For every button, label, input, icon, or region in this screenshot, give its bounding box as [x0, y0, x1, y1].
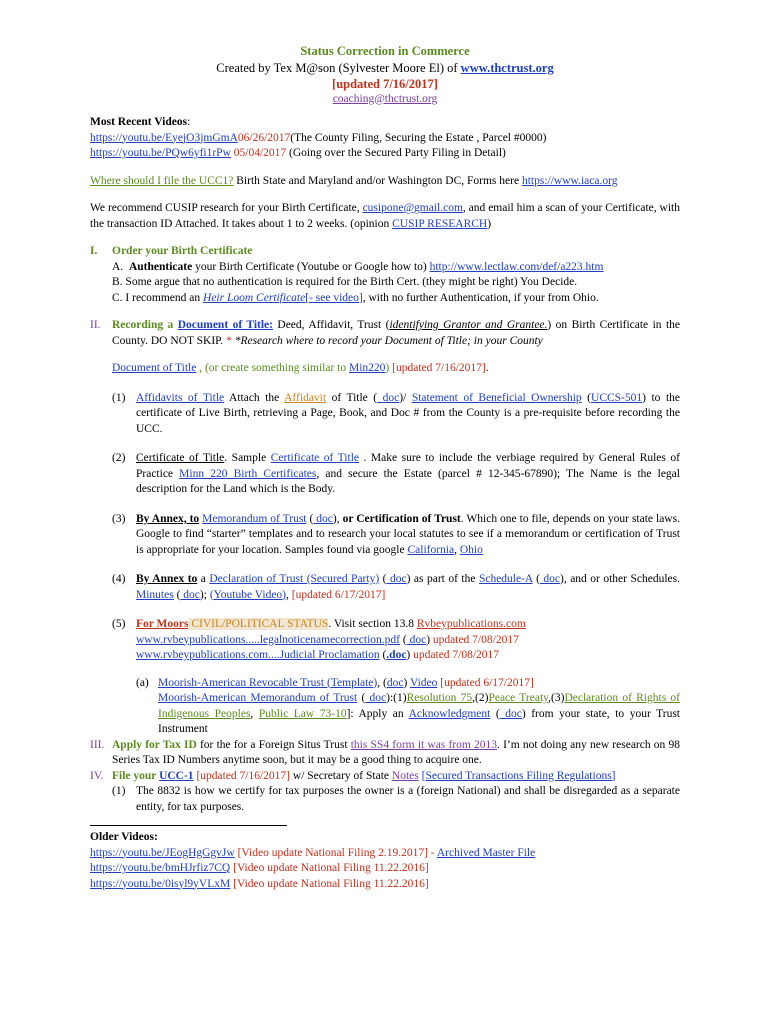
certificate-of-title-link[interactable]: Certificate of Title	[270, 452, 359, 464]
minutes-link[interactable]: Minutes	[136, 588, 174, 601]
section-1-b: B. Some argue that no authentication is required for the Birth Cert. (they might be right) You Decide.	[112, 276, 578, 288]
section-2-item-5: (5) For Moors CIVIL/POLITICAL STATUS. Visit section 13.8 Rvbeypublications.com www.rvbeypublications.....legalnoticenamecorrection.pdf ( doc) updated 7/08/2017 www.rvbeypublications.com....Judicial Proclamation (.doc) updated 7/08/2017	[112, 618, 526, 661]
resolution-75-link[interactable]: Resolution 75	[406, 692, 473, 704]
revocable-doc-link[interactable]: doc	[386, 676, 404, 689]
cusip-paragraph: We recommend CUSIP research for your Birth Certificate, cusipone@gmail.com, and email him a scan of your Certificate, with the transaction ID Attached. It takes about 1 to 2 weeks. (opinion CUSIP RESEARCH)	[90, 202, 680, 230]
section-1-a: A. Authenticate your Birth Certificate (Youtube or Google how to) http://www.lectlaw.com/def/a223.htm	[112, 260, 604, 273]
recent-video-2-date: 05/04/2017	[233, 147, 287, 159]
ohio-link[interactable]: Ohio	[459, 543, 483, 556]
created-by-text: Created by Tex M@son (Sylvester Moore El) of	[216, 60, 461, 75]
section-2-item-1: (1) Affidavits of Title Attach the Affidavit of Title ( doc)/ Statement of Beneficial Ownership (UCCS-501) to the certificate of Live Birth, retrieving a Page, Book, and Doc # from the County is a pre-requisite before recording the UCC.	[112, 391, 680, 435]
section-2-item-2: (2) Certificate of Title. Sample Certificate of Title . Make sure to include the verbiage required by General Rules of Practice Minn 220 Birth Certificates, and secure the Estate (parcel # 12-345-67890); The Name is the legal description for the Land which is the Body.	[112, 452, 680, 495]
document-of-title-link[interactable]: Document of Title:	[177, 319, 273, 331]
moorish-memorandum-doc-link[interactable]: doc	[365, 692, 387, 704]
peace-treaty-link[interactable]: Peace Treaty	[488, 692, 549, 704]
affidavit-doc-link[interactable]: doc	[377, 391, 400, 404]
older-videos-heading: Older Videos:	[90, 831, 158, 843]
secured-transactions-link[interactable]: [Secured Transactions Filing Regulations]	[421, 769, 616, 782]
older-video-3-link[interactable]: https://youtu.be/0isyl9yVLxM	[90, 877, 231, 890]
proclamation-doc-link[interactable]: .doc	[386, 649, 407, 661]
memorandum-doc-link[interactable]: doc	[313, 512, 333, 525]
older-video-3: https://youtu.be/0isyl9yVLxM [Video update National Filing 11.22.2016]	[90, 877, 429, 890]
ucc-1-link[interactable]: UCC-1	[159, 769, 194, 782]
uccs-501-link[interactable]: UCCS-501	[591, 391, 643, 404]
lectlaw-link[interactable]: http://www.lectlaw.com/def/a223.htm	[429, 260, 604, 273]
older-video-2-link[interactable]: https://youtu.be/bmHJrfiz7CQ	[90, 862, 231, 874]
see-video-link[interactable]: [- see video]	[305, 291, 363, 304]
name-correction-doc-link[interactable]: doc	[406, 633, 427, 646]
heirloom-link[interactable]: Heir Loom Certificate	[203, 291, 306, 304]
document-of-title-line: Document of Title , (or create something similar to Min220) [updated 7/16/2017].	[112, 362, 489, 374]
revocable-video-link[interactable]: Video	[409, 676, 438, 689]
minn-220-link[interactable]: Minn 220 Birth Certificates	[179, 467, 317, 480]
section-3: III. Apply for Tax ID for the for a Foreign Situs Trust this SS4 form it was from 2013. I’m not doing any new research on 98 Series Tax ID Numbers anytime soon, but it may be a good thing to acquire one.	[90, 738, 680, 766]
youtube-video-link[interactable]: (Youtube Video)	[209, 588, 287, 601]
updated-label: [updated 7/16/2017]	[332, 76, 438, 91]
affidavits-of-title-link[interactable]: Affidavits of Title	[136, 391, 225, 404]
acknowledgment-link[interactable]: Acknowledgment	[408, 707, 491, 720]
california-link[interactable]: California	[407, 543, 455, 556]
iaca-link[interactable]: https://www.iaca.org	[521, 174, 618, 187]
declaration-doc-link[interactable]: doc	[386, 573, 407, 585]
document-of-title-link-2[interactable]: Document of Title	[112, 362, 197, 374]
recent-video-2: https://youtu.be/PQw6yfi1rPw 05/04/2017 (Going over the Secured Party Filing in Detail)	[90, 147, 506, 159]
section-4: IV. File your UCC-1 [updated 7/16/2017] w/ Secretary of State Notes [Secured Transactions Filing Regulations]	[90, 769, 616, 782]
indigenous-rights-link[interactable]: Declaration of Rights of Indigenous Peoples	[158, 692, 680, 720]
schedule-doc-link[interactable]: doc	[539, 573, 561, 585]
recent-video-2-link[interactable]: https://youtu.be/PQw6yfi1rPw	[90, 147, 231, 159]
ucc-question-line: Where should I file the UCC1? Birth State and Maryland and/or Washington DC, Forms here https://www.iaca.org	[90, 174, 618, 187]
name-correction-pdf-link[interactable]: www.rvbeypublications.....legalnoticenamecorrection.pdf	[136, 633, 400, 646]
public-law-link[interactable]: Public Law 73-10	[258, 707, 347, 720]
section-2-heading: II. Recording a Document of Title: Deed, Affidavit, Trust (identifying Grantor and Grantee.) on Birth Certificate in the County. DO NOT SKIP. * *Research where to record your Document of Title; in your County	[90, 319, 680, 347]
email-link[interactable]: coaching@thctrust.org	[332, 92, 438, 105]
cusip-research-link[interactable]: CUSIP RESEARCH	[392, 217, 488, 230]
recent-video-1-link[interactable]: https://youtu.be/EyejO3jmGmA	[90, 131, 238, 144]
revocable-trust-link[interactable]: Moorish-American Revocable Trust (Template)	[158, 676, 378, 689]
section-2-item-5a: (a) Moorish-American Revocable Trust (Template), (doc) Video [updated 6/17/2017] Moorish-American Memorandum of Trust ( doc):(1)Resolution 75,(2)Peace Treaty,(3)Declaration of Rights of Indigenous Peoples, Public Law 73-10]: Apply an Acknowledgment ( doc) from your state, to your Trust Instrument	[136, 676, 680, 735]
older-video-2: https://youtu.be/bmHJrfiz7CQ [Video update National Filing 11.22.2016]	[90, 862, 429, 874]
beneficial-ownership-link[interactable]: Statement of Beneficial Ownership	[411, 391, 582, 404]
recent-video-1: https://youtu.be/EyejO3jmGmA06/26/2017(The County Filing, Securing the Estate , Parcel #0000)	[90, 131, 547, 144]
min220-link[interactable]: Min220	[349, 362, 386, 374]
created-by-line	[90, 60, 680, 76]
document-title: Status Correction in Commerce	[300, 44, 470, 58]
site-link[interactable]: www.thctrust.org	[460, 60, 554, 75]
ucc-question-link[interactable]: Where should I file the UCC1?	[90, 174, 234, 187]
declaration-of-trust-link[interactable]: Declaration of Trust (Secured Party)	[209, 573, 380, 585]
archived-master-file-link[interactable]: Archived Master File	[436, 846, 536, 859]
older-video-1: https://youtu.be/JEogHgGgvJw [Video update National Filing 2.19.2017] - Archived Master File	[90, 846, 536, 859]
judicial-proclamation-link[interactable]: www.rvbeypublications.com....Judicial Proclamation	[136, 649, 380, 661]
older-video-1-link[interactable]: https://youtu.be/JEogHgGgvJw	[90, 846, 235, 859]
section-2-item-4: (4) By Annex to a Declaration of Trust (Secured Party) ( doc) as part of the Schedule-A ( doc), and or other Schedules. Minutes ( doc); (Youtube Video), [updated 6/17/2017]	[112, 573, 680, 601]
section-1-heading: I. Order your Birth Certificate	[90, 245, 253, 257]
recent-videos-heading: Most Recent Videos:	[90, 116, 191, 128]
acknowledgment-doc-link[interactable]: doc	[499, 707, 522, 720]
section-1-c: C. I recommend an Heir Loom Certificate[- see video], with no further Authentication, if your from Ohio.	[112, 291, 599, 304]
section-2-item-3: (3) By Annex, to Memorandum of Trust ( doc), or Certification of Trust. Which one to file, depends on your state laws. Google to find “starter” templates and to research your local statutes to see if a memorandum or certification of Trust is appropriate for your location. Samples found via google California, Ohio	[112, 512, 680, 556]
memorandum-of-trust-link[interactable]: Memorandum of Trust	[202, 512, 307, 525]
ss4-form-link[interactable]: this SS4 form it was from 2013	[350, 738, 498, 751]
divider	[90, 825, 287, 826]
minutes-doc-link[interactable]: doc	[180, 588, 200, 601]
moorish-memorandum-link[interactable]: Moorish-American Memorandum of Trust	[158, 692, 358, 704]
recent-video-1-date: 06/26/2017	[237, 131, 291, 144]
cusip-email-link[interactable]: cusipone@gmail.com	[362, 202, 463, 214]
section-4-item-1: (1) The 8832 is how we certify for tax purposes the owner is a (foreign National) and shall be disregarded as a separate entity, for tax purposes.	[112, 785, 680, 813]
schedule-a-link[interactable]: Schedule-A	[478, 573, 533, 585]
notes-link[interactable]: Notes	[391, 769, 419, 782]
civil-status-highlight: CIVIL/POLITICAL STATUS	[188, 618, 329, 630]
rvbey-link[interactable]: Rvbeypublications.com	[416, 618, 526, 630]
affidavit-link[interactable]: Affidavit	[284, 391, 327, 404]
